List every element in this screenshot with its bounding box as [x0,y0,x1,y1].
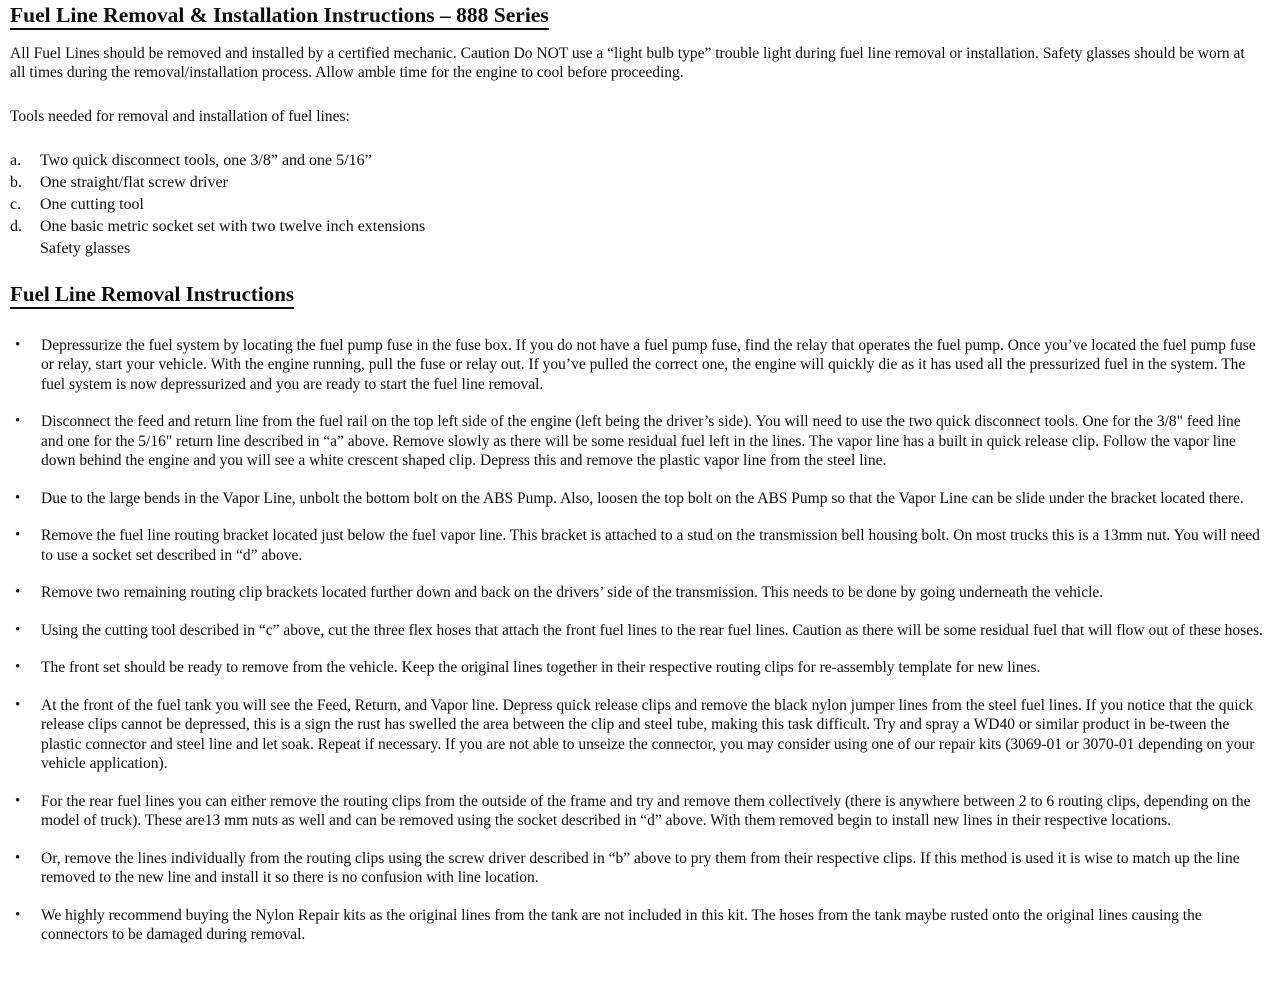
tool-item-letter: d. [10,218,22,236]
step-text: Depressurize the fuel system by locating the fuel pump fuse in the fuse box. If you do not have a fuel pump fuse, find the relay that operates the fuel pump. Once you’ve located the fuel pump fuse or relay, start your vehicle. With the engine running, pull the fuse or relay out. If you’ve pulled the correct one, the engine will quickly die as it has used all the pressurized fuel in the system. The fuel system is now depressurized and you are ready to start the fuel line removal. [41,336,1256,393]
step-text: For the rear fuel lines you can either remove the routing clips from the outside of the frame and try and remove them collectively (there is anywhere between 2 to 6 routing clips, depending on the model of truck). These are13 mm nuts as well and can be removed using the socket described in “d” above. With them removed begin to install new lines in their respective locations. [41,792,1251,830]
instruction-step [10,583,1266,603]
section-heading [10,282,1266,307]
bullet-icon: • [15,489,21,506]
instruction-step [10,526,1266,565]
tool-item-letter-empty [10,238,40,260]
tool-item-letter: c. [10,196,22,214]
tool-item-letter: a. [10,152,22,170]
instruction-step [10,489,1266,509]
step-text: The front set should be ready to remove from the vehicle. Keep the original lines together in their respective routing clips for re-assembly template for new lines. [41,659,1041,677]
intro-paragraph: All Fuel Lines should be removed and installed by a certified mechanic. Caution Do NOT use a “light bulb type” trouble light during fuel line removal or installation. Safety glasses should be worn at all times during the removal/installation process. Allow amble time for the engine to cool before proceeding. [10,44,1245,82]
tool-item-text: One straight/flat screw driver [40,174,228,192]
tool-item-text: Two quick disconnect tools, one 3/8” and one 5/16” [40,152,372,170]
bullet-icon: • [15,527,21,544]
tool-item-footnote [10,238,1266,260]
instruction-step [10,792,1266,831]
step-text: We highly recommend buying the Nylon Repair kits as the original lines from the tank are not included in this kit. The hoses from the tank maybe rusted onto the original lines causing the connectors to be damaged during removal. [41,906,1202,944]
bullet-icon: • [15,413,21,430]
instruction-step [10,336,1266,395]
document-title-text: Fuel Line Removal & Installation Instructions – 888 Series [10,3,549,30]
tools-heading: Tools needed for removal and installation of fuel lines: [10,107,350,125]
bullet-icon: • [15,696,21,713]
step-text: Due to the large bends in the Vapor Line, unbolt the bottom bolt on the ABS Pump. Also, loosen the top bolt on the ABS Pump so that the Vapor Line can be slide under the bracket located there. [41,489,1244,507]
instruction-step [10,906,1266,945]
section-heading-text: Fuel Line Removal Instructions [10,282,294,309]
bullet-icon: • [15,659,21,676]
tool-item-letter: b. [10,174,22,192]
instruction-step [10,696,1266,774]
tool-item [10,194,1266,216]
bullet-icon: • [15,849,21,866]
instruction-step [10,621,1266,641]
tool-item-text: One basic metric socket set with two twelve inch extensions [40,218,426,236]
tool-item-footnote-text: Safety glasses [40,240,131,258]
bullet-icon: • [15,336,21,353]
tool-item [10,216,1266,238]
instruction-step [10,849,1266,888]
instruction-step [10,412,1266,471]
step-text: At the front of the fuel tank you will see the Feed, Return, and Vapor line. Depress quick release clips and remove the black nylon jumper lines from the steel fuel lines. If you notice that the quick release clips cannot be depressed, this is a sign the rust has swelled the area between the clip and steel tube, making this task difficult. Try and spray a WD40 or similar product in be-tween the plastic connector and steel line and let soak. Repeat if necessary. If you are not able to unseize the connector, you may consider using one of our repair kits (3069-01 or 3070-01 depending on your vehicle application). [41,696,1255,773]
tool-item [10,150,1266,172]
tools-list [10,150,1266,260]
step-text: Disconnect the feed and return line from the fuel rail on the top left side of the engine (left being the driver’s side). You will need to use the two quick disconnect tools. One for the 3/8" feed line and one for the 5/16" return line described in “a” above. Remove slowly as there will be some residual fuel left in the lines. The vapor line has a built in quick release clip. Follow the vapor line down behind the engine and you will see a white crescent shaped clip. Depress this and remove the plastic vapor line from the steel line. [41,413,1241,470]
tool-item-text: One cutting tool [40,196,144,214]
tool-item [10,172,1266,194]
bullet-icon: • [15,792,21,809]
bullet-icon: • [15,584,21,601]
instruction-steps-list [10,336,1266,945]
document-title [10,3,1266,29]
instruction-step [10,658,1266,678]
step-text: Or, remove the lines individually from the routing clips using the screw driver described in “b” above to pry them from their respective clips. If this method is used it is wise to match up the line removed to the new line and install it so there is no confusion with line location. [41,849,1240,887]
step-text: Using the cutting tool described in “c” above, cut the three flex hoses that attach the front fuel lines to the rear fuel lines. Caution as there will be some residual fuel that will flow out of these hoses. [41,621,1263,639]
step-text: Remove two remaining routing clip brackets located further down and back on the drivers’ side of the transmission. This needs to be done by going underneath the vehicle. [41,584,1104,602]
step-text: Remove the fuel line routing bracket located just below the fuel vapor line. This bracket is attached to a stud on the transmission bell housing bolt. On most trucks this is a 13mm nut. You will need to use a socket set described in “d” above. [41,527,1260,564]
bullet-icon: • [15,621,21,638]
bullet-icon: • [15,906,21,923]
